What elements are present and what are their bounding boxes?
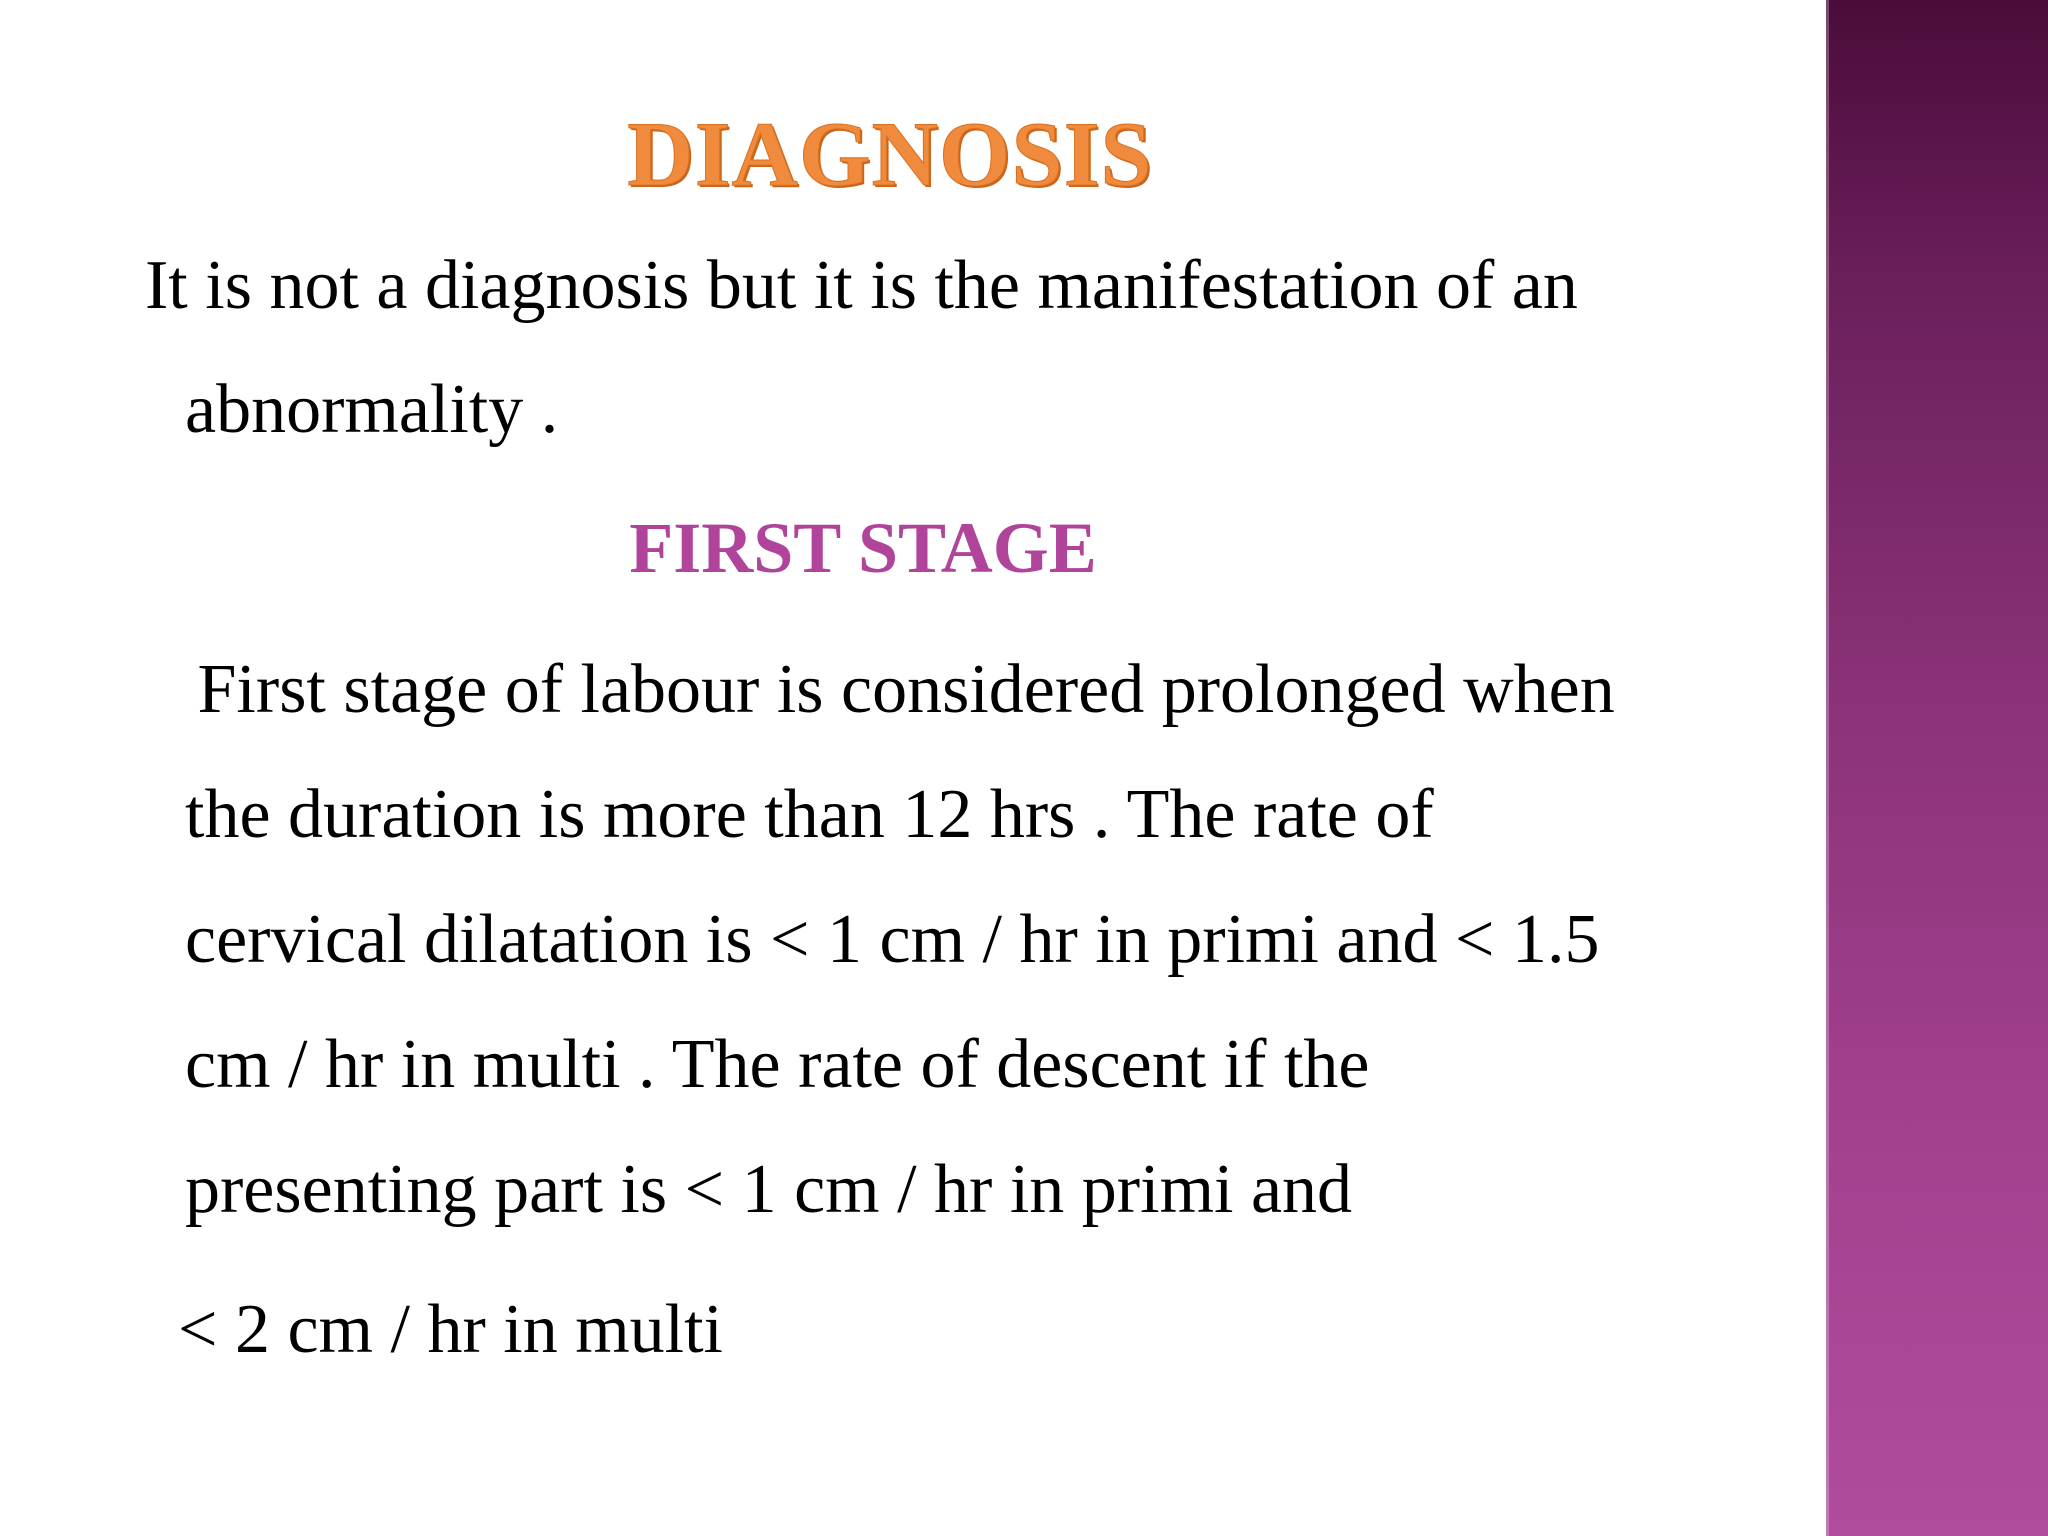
body-line-4: cm / hr in multi . The rate of descent if the — [185, 1026, 1370, 1103]
intro-line-1: It is not a diagnosis but it is the manifestation of an — [145, 247, 1578, 324]
section-heading: FIRST STAGE — [629, 508, 1097, 588]
body-line-5: presenting part is < 1 cm / hr in primi and — [185, 1151, 1353, 1228]
intro-line-2: abnormality . — [185, 371, 559, 448]
body-line-1: First stage of labour is considered prolonged when — [180, 651, 1615, 728]
body-line-6: < 2 cm / hr in multi — [178, 1291, 723, 1368]
body-line-2: the duration is more than 12 hrs . The rate of — [185, 776, 1434, 853]
decorative-side-band — [1826, 0, 2048, 1536]
body-line-3: cervical dilatation is < 1 cm / hr in primi and < 1.5 — [185, 901, 1600, 978]
slide-title: DIAGNOSIS — [627, 103, 1153, 205]
